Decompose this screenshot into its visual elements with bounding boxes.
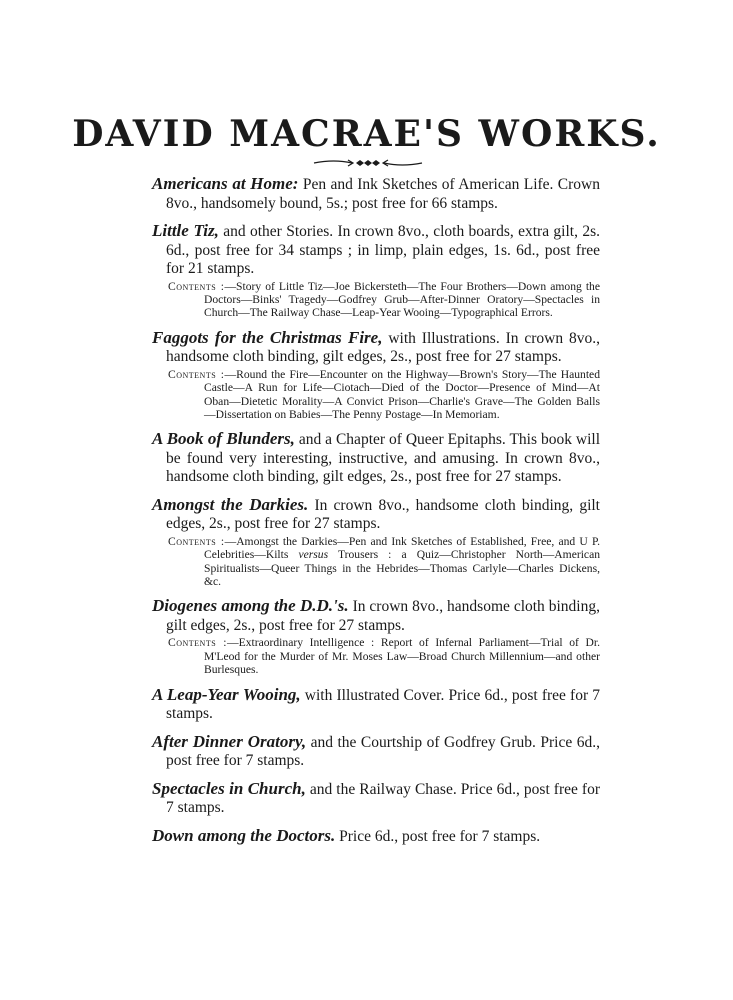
- entry-contents: [152, 636, 600, 676]
- ornamental-rule-icon: [312, 156, 424, 170]
- contents-label: Contents :: [168, 367, 225, 381]
- contents-label: Contents :: [168, 636, 228, 650]
- list-item: [152, 496, 600, 589]
- list-item: [152, 780, 600, 818]
- entry-title: A Leap-Year Wooing,: [152, 684, 301, 704]
- entry-text: [152, 597, 600, 635]
- entry-text: [152, 329, 600, 367]
- list-item: [152, 222, 600, 320]
- entry-description: and the Courtship of Godfrey Grub. Price 6d., post free for 7 stamps.: [166, 733, 600, 770]
- contents-label: Contents :: [168, 279, 225, 293]
- contents-label: Contents :: [168, 534, 225, 548]
- contents-text: —Amongst the Darkies—Pen and Ink Sketches of Established, Free, and U P. Celebrities—Kilts: [204, 534, 601, 562]
- list-item: [152, 597, 600, 676]
- entry-description: and the Railway Chase. Price 6d., post free for 7 stamps.: [166, 780, 600, 817]
- entry-text: [152, 780, 600, 818]
- entry-description: with Illustrations. In crown 8vo., handsome cloth binding, gilt edges, 2s., post free for 27 stamps.: [166, 329, 600, 366]
- works-list: [152, 175, 600, 855]
- list-item: [152, 430, 600, 487]
- contents-text: Trousers : a Quiz—Christopher North—American Spiritualists—Queer Things in the Hebrides—Thomas Carlyle—Charles Dickens, &c.: [204, 548, 601, 589]
- entry-description: In crown 8vo., handsome cloth binding, gilt edges, 2s., post free for 27 stamps.: [166, 598, 600, 634]
- list-item: [152, 329, 600, 422]
- entry-contents: [152, 535, 600, 589]
- entry-contents: [152, 280, 600, 320]
- entry-title: Americans at Home:: [152, 174, 299, 193]
- entry-title: Faggots for the Christmas Fire,: [152, 327, 383, 347]
- contents-text: —Round the Fire—Encounter on the Highway—Brown's Story—The Haunted Castle—A Run for Life—Ciotach—Died of the Doctor—Presence of Mind—At Oban—Dietetic Morality—A Convict Prison—Charlie's Grave—The Golden Balls—Dissertation on Babies—The Penny Postage—In Memoriam.: [204, 367, 601, 421]
- entry-text: [152, 496, 600, 534]
- entry-text: [152, 430, 600, 487]
- entry-text: [152, 222, 600, 279]
- entry-title: After Dinner Oratory,: [152, 731, 307, 751]
- entry-description: with Illustrated Cover. Price 6d., post free for 7 stamps.: [166, 686, 600, 723]
- entry-title: Amongst the Darkies.: [152, 494, 309, 514]
- list-item: [152, 686, 600, 724]
- entry-text: [152, 827, 600, 847]
- entry-description: Pen and Ink Sketches of American Life. Crown 8vo., handsomely bound, 5s.; post free for 66 stamps.: [166, 176, 600, 212]
- entry-text: [152, 733, 600, 771]
- entry-title: A Book of Blunders,: [152, 429, 295, 449]
- entry-title: Diogenes among the D.D.'s.: [152, 596, 349, 616]
- list-item: [152, 827, 600, 847]
- entry-text: [152, 175, 600, 213]
- entry-description: Price 6d., post free for 7 stamps.: [335, 827, 541, 845]
- entry-title: Down among the Doctors.: [152, 825, 336, 845]
- entry-description: and a Chapter of Queer Epitaphs. This book will be found very interesting, instructive, and amusing. In crown 8vo., handsome cloth binding, gilt edges, 2s., post free for 27 stamps.: [166, 431, 601, 486]
- entry-description: and other Stories. In crown 8vo., cloth boards, extra gilt, 2s. 6d., post free for 34 stamps ; in limp, plain edges, 1s. 6d., post free for 21 stamps.: [166, 223, 600, 277]
- contents-text: —Story of Little Tiz—Joe Bickersteth—The Four Brothers—Down among the Doctors—Binks' Tragedy—Godfrey Grub—After-Dinner Oratory—Spectacles in Church—The Railway Chase—Leap-Year Wooing—Typographical Errors.: [204, 279, 600, 320]
- entry-description: In crown 8vo., handsome cloth binding, gilt edges, 2s., post free for 27 stamps.: [166, 496, 600, 533]
- entry-title: Spectacles in Church,: [152, 778, 306, 798]
- contents-versus: versus: [298, 548, 329, 562]
- page-title: DAVID MACRAE'S WORKS.: [72, 113, 661, 155]
- contents-text: —Extraordinary Intelligence : Report of Infernal Parliament—Trial of Dr. M'Leod for the Murder of Mr. Moses Law—Broad Church Millennium—and other Burlesques.: [204, 636, 600, 677]
- list-item: [152, 733, 600, 771]
- entry-title: Little Tiz,: [152, 221, 219, 240]
- entry-text: [152, 686, 600, 724]
- entry-contents: [152, 368, 600, 422]
- list-item: [152, 175, 600, 213]
